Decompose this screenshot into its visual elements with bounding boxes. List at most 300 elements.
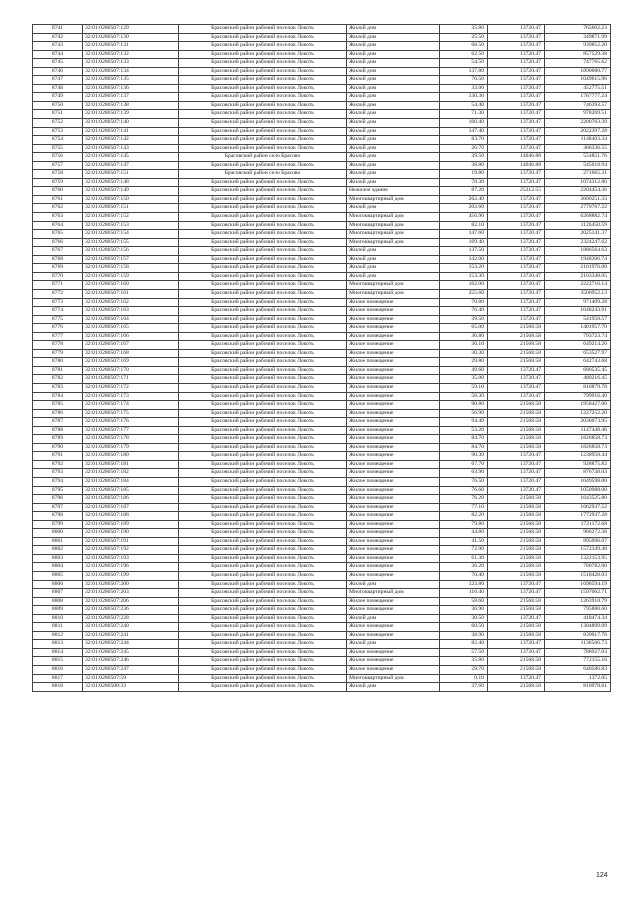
table-row: [33, 477, 611, 486]
row-number-cell: 8771: [33, 281, 83, 290]
object-type-cell: Жилой дом: [347, 93, 440, 102]
area-cell: 30.30: [440, 349, 488, 358]
cadastral-number-cell: 32:01:0280507:189: [83, 520, 179, 529]
cadastral-number-cell: 32:01:0280507:159: [83, 272, 179, 281]
address-cell: Брасовский район рабочий поселок Локоть: [179, 477, 347, 486]
table-row: [33, 101, 611, 110]
unit-rate-cell: 13720.47: [488, 25, 545, 34]
row-number-cell: 8748: [33, 84, 83, 93]
unit-rate-cell: 25312.55: [488, 187, 545, 196]
area-cell: 33.00: [440, 84, 488, 93]
unit-rate-cell: 13720.47: [488, 272, 545, 281]
unit-rate-cell: 13720.47: [488, 204, 545, 213]
row-number-cell: 8769: [33, 264, 83, 273]
object-type-cell: Жилое помещение: [347, 597, 440, 606]
row-number-cell: 8747: [33, 76, 83, 85]
cadastral-value-cell: 1826858.73: [545, 435, 611, 444]
row-number-cell: 8796: [33, 495, 83, 504]
table-row: [33, 537, 611, 546]
address-cell: Брасовский район рабочий поселок Локоть: [179, 589, 347, 598]
unit-rate-cell: 21568.58: [488, 657, 545, 666]
unit-rate-cell: 13720.47: [488, 247, 545, 256]
table-row: [33, 349, 611, 358]
area-cell: 39.50: [440, 315, 488, 324]
cadastral-number-cell: 32:01:0280507:203: [83, 589, 179, 598]
row-number-cell: 8809: [33, 606, 83, 615]
address-cell: Брасовский район рабочий поселок Локоть: [179, 401, 347, 410]
area-cell: 94.40: [440, 418, 488, 427]
address-cell: Брасовский район рабочий поселок Локоть: [179, 435, 347, 444]
object-type-cell: Жилое помещение: [347, 418, 440, 427]
cadastral-value-cell: 2103348.05: [545, 272, 611, 281]
row-number-cell: 8790: [33, 443, 83, 452]
cadastral-value-cell: 480216.45: [545, 375, 611, 384]
cadastral-number-cell: 32:01:0280507:190: [83, 529, 179, 538]
table-row: [33, 153, 611, 162]
area-cell: 67.70: [440, 460, 488, 469]
cadastral-value-cell: 649214.26: [545, 341, 611, 350]
area-cell: 54.50: [440, 59, 488, 68]
address-cell: Брасовский район рабочий поселок Локоть: [179, 136, 347, 145]
area-cell: 63.90: [440, 469, 488, 478]
row-number-cell: 8763: [33, 213, 83, 222]
cadastral-value-cell: 810879.78: [545, 383, 611, 392]
table-row: [33, 42, 611, 51]
object-type-cell: Многоквартирный дом: [347, 281, 440, 290]
object-type-cell: Жилое помещение: [347, 349, 440, 358]
area-cell: 57.50: [440, 648, 488, 657]
table-row: [33, 272, 611, 281]
cadastral-value-cell: 1049598.00: [545, 477, 611, 486]
table-row: [33, 255, 611, 264]
unit-rate-cell: 21568.58: [488, 332, 545, 341]
area-cell: 59.10: [440, 383, 488, 392]
row-number-cell: 8795: [33, 486, 83, 495]
unit-rate-cell: 21568.58: [488, 520, 545, 529]
table-row: [33, 324, 611, 333]
object-type-cell: Многоквартирный дом: [347, 674, 440, 683]
table-row: [33, 435, 611, 444]
object-type-cell: Жилое помещение: [347, 443, 440, 452]
object-type-cell: Жилое помещение: [347, 648, 440, 657]
object-type-cell: Жилой дом: [347, 272, 440, 281]
address-cell: Брасовский район рабочий поселок Локоть: [179, 631, 347, 640]
cadastral-number-cell: 32:01:0280507:192: [83, 546, 179, 555]
object-type-cell: Жилое помещение: [347, 631, 440, 640]
cadastral-number-cell: 32:01:0280507:184: [83, 477, 179, 486]
unit-rate-cell: 13720.47: [488, 366, 545, 375]
cadastral-value-cell: 795880.60: [545, 606, 611, 615]
object-type-cell: Жилое помещение: [347, 324, 440, 333]
unit-rate-cell: 13720.47: [488, 93, 545, 102]
cadastral-value-cell: 857529.38: [545, 50, 611, 59]
unit-rate-cell: 13720.47: [488, 195, 545, 204]
cadastral-value-cell: 780782.60: [545, 563, 611, 572]
object-type-cell: Жилое помещение: [347, 375, 440, 384]
unit-rate-cell: 14046.88: [488, 153, 545, 162]
address-cell: Брасовский район рабочий поселок Локоть: [179, 195, 347, 204]
address-cell: Брасовский район рабочий поселок Локоть: [179, 460, 347, 469]
cadastral-value-cell: 1148403.34: [545, 136, 611, 145]
address-cell: Брасовский район рабочий поселок Локоть: [179, 324, 347, 333]
area-cell: 71.30: [440, 110, 488, 119]
row-number-cell: 8755: [33, 144, 83, 153]
object-type-cell: Жилое помещение: [347, 332, 440, 341]
cadastral-number-cell: 32:01:0280507:176: [83, 418, 179, 427]
object-type-cell: Жилой дом: [347, 84, 440, 93]
row-number-cell: 8767: [33, 247, 83, 256]
row-number-cell: 8768: [33, 255, 83, 264]
address-cell: Брасовский район рабочий поселок Локоть: [179, 529, 347, 538]
cadastral-value-cell: 1130566.73: [545, 640, 611, 649]
object-type-cell: Жилое помещение: [347, 409, 440, 418]
object-type-cell: Жилой дом: [347, 161, 440, 170]
unit-rate-cell: 13720.47: [488, 230, 545, 239]
area-cell: 255.60: [440, 289, 488, 298]
table-row: [33, 67, 611, 76]
object-type-cell: Жилое помещение: [347, 563, 440, 572]
area-cell: 70.40: [440, 572, 488, 581]
unit-rate-cell: 13720.47: [488, 42, 545, 51]
table-row: [33, 315, 611, 324]
unit-rate-cell: 13720.47: [488, 452, 545, 461]
unit-rate-cell: 13720.47: [488, 84, 545, 93]
cadastral-number-cell: 32:01:0280507:129: [83, 25, 179, 34]
table-row: [33, 631, 611, 640]
unit-rate-cell: 21568.58: [488, 495, 545, 504]
table-row: [33, 33, 611, 42]
address-cell: Брасовский район рабочий поселок Локоть: [179, 247, 347, 256]
cadastral-number-cell: 32:01:0280507:245: [83, 648, 179, 657]
cadastral-number-cell: 32:01:0280507:174: [83, 401, 179, 410]
object-type-cell: Жилое помещение: [347, 546, 440, 555]
object-type-cell: Жилой дом: [347, 683, 440, 692]
area-cell: 35.00: [440, 375, 488, 384]
object-type-cell: Жилое помещение: [347, 358, 440, 367]
object-type-cell: Жилое помещение: [347, 606, 440, 615]
cadastral-number-cell: 32:01:0280507:175: [83, 409, 179, 418]
address-cell: Брасовский район рабочий поселок Локоть: [179, 127, 347, 136]
cadastral-value-cell: 1597062.71: [545, 589, 611, 598]
object-type-cell: Жилой дом: [347, 170, 440, 179]
unit-rate-cell: 13720.47: [488, 144, 545, 153]
row-number-cell: 8742: [33, 33, 83, 42]
object-type-cell: Жилой дом: [347, 50, 440, 59]
row-number-cell: 8784: [33, 392, 83, 401]
area-cell: 123.80: [440, 580, 488, 589]
table-row: [33, 213, 611, 222]
table-row: [33, 221, 611, 230]
table-row: [33, 418, 611, 427]
cadastral-value-cell: 2324247.62: [545, 238, 611, 247]
address-cell: Брасовский район село Брасово: [179, 153, 347, 162]
object-type-cell: Многоквартирный дом: [347, 238, 440, 247]
unit-rate-cell: 13720.47: [488, 136, 545, 145]
area-cell: 160.40: [440, 119, 488, 128]
cadastral-number-cell: 32:01:0280507:131: [83, 42, 179, 51]
area-cell: 19.80: [440, 170, 488, 179]
object-type-cell: Жилой дом: [347, 178, 440, 187]
cadastral-value-cell: 839017.76: [545, 631, 611, 640]
address-cell: Брасовский район рабочий поселок Локоть: [179, 93, 347, 102]
cadastral-value-cell: 2222716.14: [545, 281, 611, 290]
unit-rate-cell: 21568.58: [488, 563, 545, 572]
table-row: [33, 59, 611, 68]
table-row: [33, 623, 611, 632]
address-cell: Брасовский район рабочий поселок Локоть: [179, 418, 347, 427]
table-row: [33, 648, 611, 657]
unit-rate-cell: 21568.58: [488, 631, 545, 640]
cadastral-number-cell: 32:01:0280507:132: [83, 50, 179, 59]
cadastral-value-cell: 1572349.48: [545, 546, 611, 555]
row-number-cell: 8783: [33, 383, 83, 392]
row-number-cell: 8813: [33, 640, 83, 649]
area-cell: 30.10: [440, 341, 488, 350]
cadastral-value-cell: 2779767.22: [545, 204, 611, 213]
unit-rate-cell: 21568.58: [488, 683, 545, 692]
area-cell: 38.90: [440, 631, 488, 640]
row-number-cell: 8788: [33, 426, 83, 435]
cadastral-value-cell: 452775.51: [545, 84, 611, 93]
cadastral-number-cell: 32:01:0280507:153: [83, 221, 179, 230]
cadastral-number-cell: 32:01:0280507:181: [83, 460, 179, 469]
row-number-cell: 8797: [33, 503, 83, 512]
cadastral-value-cell: 2204454.36: [545, 187, 611, 196]
object-type-cell: Многоквартирный дом: [347, 589, 440, 598]
table-row: [33, 409, 611, 418]
cadastral-value-cell: 1698594.19: [545, 580, 611, 589]
area-cell: 137.50: [440, 247, 488, 256]
area-cell: 82.20: [440, 512, 488, 521]
unit-rate-cell: 13720.47: [488, 383, 545, 392]
address-cell: Брасовский район рабочий поселок Локоть: [179, 315, 347, 324]
cadastral-value-cell: 1787777.24: [545, 93, 611, 102]
object-type-cell: Жилое помещение: [347, 435, 440, 444]
address-cell: Брасовский район рабочий поселок Локоть: [179, 281, 347, 290]
row-number-cell: 8744: [33, 50, 83, 59]
object-type-cell: Жилое помещение: [347, 486, 440, 495]
address-cell: Брасовский район рабочий поселок Локоть: [179, 597, 347, 606]
cadastral-number-cell: 32:01:0280507:139: [83, 110, 179, 119]
table-row: [33, 93, 611, 102]
unit-rate-cell: 13720.47: [488, 580, 545, 589]
cadastral-number-cell: 32:01:0280507:182: [83, 469, 179, 478]
row-number-cell: 8781: [33, 366, 83, 375]
cadastral-number-cell: 32:01:0280507:196: [83, 563, 179, 572]
address-cell: Брасовский район рабочий поселок Локоть: [179, 580, 347, 589]
cadastral-number-cell: 32:01:0280507:206: [83, 597, 179, 606]
cadastral-value-cell: 271665.31: [545, 170, 611, 179]
cadastral-value-cell: 746393.57: [545, 101, 611, 110]
object-type-cell: Жилой дом: [347, 144, 440, 153]
row-number-cell: 8782: [33, 375, 83, 384]
row-number-cell: 8765: [33, 230, 83, 239]
cadastral-value-cell: 1958427.06: [545, 401, 611, 410]
unit-rate-cell: 13720.47: [488, 281, 545, 290]
unit-rate-cell: 13720.47: [488, 178, 545, 187]
area-cell: 87.20: [440, 187, 488, 196]
row-number-cell: 8760: [33, 187, 83, 196]
cadastral-number-cell: 32:01:0280507:247: [83, 666, 179, 675]
cadastral-value-cell: 1890680.77: [545, 67, 611, 76]
address-cell: Брасовский район рабочий поселок Локоть: [179, 341, 347, 350]
cadastral-value-cell: 1126450.59: [545, 221, 611, 230]
cadastral-value-cell: 1826858.73: [545, 443, 611, 452]
table-row: [33, 580, 611, 589]
row-number-cell: 8812: [33, 631, 83, 640]
object-type-cell: Жилой дом: [347, 136, 440, 145]
object-type-cell: Многоквартирный дом: [347, 195, 440, 204]
object-type-cell: Многоквартирный дом: [347, 289, 440, 298]
row-number-cell: 8787: [33, 418, 83, 427]
table-row: [33, 289, 611, 298]
cadastral-value-cell: 545018.94: [545, 161, 611, 170]
area-cell: 82.40: [440, 640, 488, 649]
address-cell: Брасовский район рабочий поселок Локоть: [179, 469, 347, 478]
cadastral-value-cell: 3600251.33: [545, 195, 611, 204]
table-row: [33, 563, 611, 572]
row-number-cell: 8780: [33, 358, 83, 367]
table-row: [33, 238, 611, 247]
object-type-cell: Жилое помещение: [347, 520, 440, 529]
table-row: [33, 281, 611, 290]
table-row: [33, 25, 611, 34]
object-type-cell: Жилой дом: [347, 127, 440, 136]
cadastral-value-cell: 640586.83: [545, 666, 611, 675]
object-type-cell: Жилое помещение: [347, 460, 440, 469]
area-cell: 169.40: [440, 238, 488, 247]
cadastral-value-cell: 810978.61: [545, 683, 611, 692]
unit-rate-cell: 13720.47: [488, 469, 545, 478]
row-number-cell: 8758: [33, 170, 83, 179]
area-cell: 202.60: [440, 204, 488, 213]
table-row: [33, 572, 611, 581]
address-cell: Брасовский район рабочий поселок Локоть: [179, 221, 347, 230]
row-number-cell: 8792: [33, 460, 83, 469]
table-row: [33, 204, 611, 213]
cadastral-number-cell: 32:01:0280507:186: [83, 495, 179, 504]
row-number-cell: 8800: [33, 529, 83, 538]
unit-rate-cell: 13720.47: [488, 170, 545, 179]
cadastral-number-cell: 32:01:0280507:165: [83, 324, 179, 333]
table-row: [33, 426, 611, 435]
object-type-cell: Нежилое здание: [347, 187, 440, 196]
cadastral-number-cell: 32:01:0280507:150: [83, 195, 179, 204]
address-cell: Брасовский район рабочий поселок Локоть: [179, 452, 347, 461]
object-type-cell: Жилое помещение: [347, 426, 440, 435]
table-row: [33, 247, 611, 256]
row-number-cell: 8778: [33, 341, 83, 350]
address-cell: Брасовский район рабочий поселок Локоть: [179, 144, 347, 153]
address-cell: Брасовский район рабочий поселок Локоть: [179, 503, 347, 512]
cadastral-value-cell: 1772937.28: [545, 512, 611, 521]
table-row: [33, 366, 611, 375]
row-number-cell: 8766: [33, 238, 83, 247]
address-cell: Брасовский район рабочий поселок Локоть: [179, 213, 347, 222]
row-number-cell: 8752: [33, 119, 83, 128]
row-number-cell: 8741: [33, 25, 83, 34]
cadastral-value-cell: 1227252.20: [545, 409, 611, 418]
cadastral-value-cell: 1721172.68: [545, 520, 611, 529]
cadastral-value-cell: 971409.28: [545, 298, 611, 307]
address-cell: Брасовский район рабочий поселок Локоть: [179, 683, 347, 692]
area-cell: 0.10: [440, 674, 488, 683]
object-type-cell: Жилой дом: [347, 76, 440, 85]
address-cell: Брасовский район рабочий поселок Локоть: [179, 674, 347, 683]
table-row: [33, 614, 611, 623]
area-cell: 72.90: [440, 546, 488, 555]
unit-rate-cell: 21568.58: [488, 554, 545, 563]
cadastral-number-cell: 32:01:0280507:134: [83, 67, 179, 76]
address-cell: Брасовский район рабочий поселок Локоть: [179, 392, 347, 401]
object-type-cell: Жилой дом: [347, 119, 440, 128]
address-cell: Брасовский район рабочий поселок Локоть: [179, 366, 347, 375]
unit-rate-cell: 13720.47: [488, 127, 545, 136]
cadastral-number-cell: 32:01:0280507:180: [83, 452, 179, 461]
unit-rate-cell: 13720.47: [488, 255, 545, 264]
cadastral-number-cell: 32:01:0280507:200: [83, 580, 179, 589]
address-cell: Брасовский район рабочий поселок Локоть: [179, 375, 347, 384]
row-number-cell: 8803: [33, 554, 83, 563]
area-cell: 36.90: [440, 606, 488, 615]
unit-rate-cell: 13720.47: [488, 477, 545, 486]
cadastral-number-cell: 32:01:0280507:162: [83, 298, 179, 307]
unit-rate-cell: 21568.58: [488, 443, 545, 452]
area-cell: 83.70: [440, 136, 488, 145]
area-cell: 147.40: [440, 127, 488, 136]
object-type-cell: Жилой дом: [347, 255, 440, 264]
address-cell: Брасовский район рабочий поселок Локоть: [179, 383, 347, 392]
cadastral-number-cell: 32:01:0280507:161: [83, 289, 179, 298]
area-cell: 90.30: [440, 452, 488, 461]
row-number-cell: 8762: [33, 204, 83, 213]
object-type-cell: Жилой дом: [347, 640, 440, 649]
unit-rate-cell: 13720.47: [488, 614, 545, 623]
row-number-cell: 8749: [33, 93, 83, 102]
table-row: [33, 495, 611, 504]
cadastral-value-cell: 2025141.37: [545, 230, 611, 239]
unit-rate-cell: 21568.58: [488, 606, 545, 615]
area-cell: 153.20: [440, 264, 488, 273]
area-cell: 60.50: [440, 623, 488, 632]
address-cell: Брасовский район рабочий поселок Локоть: [179, 640, 347, 649]
unit-rate-cell: 13720.47: [488, 33, 545, 42]
cadastral-number-cell: 32:01:0280507:164: [83, 315, 179, 324]
area-cell: 137.80: [440, 67, 488, 76]
table-row: [33, 187, 611, 196]
row-number-cell: 8776: [33, 324, 83, 333]
address-cell: Брасовский район рабочий поселок Локоть: [179, 255, 347, 264]
table-row: [33, 136, 611, 145]
cadastral-value-cell: 554851.76: [545, 153, 611, 162]
table-row: [33, 170, 611, 179]
address-cell: Брасовский район рабочий поселок Локоть: [179, 272, 347, 281]
unit-rate-cell: 21568.58: [488, 666, 545, 675]
address-cell: Брасовский район рабочий поселок Локоть: [179, 101, 347, 110]
object-type-cell: Жилое помещение: [347, 666, 440, 675]
table-row: [33, 554, 611, 563]
cadastral-number-cell: 32:01:0280507:145: [83, 153, 179, 162]
object-type-cell: Жилое помещение: [347, 452, 440, 461]
cadastral-number-cell: 32:01:0280507:157: [83, 255, 179, 264]
cadastral-value-cell: 978269.51: [545, 110, 611, 119]
row-number-cell: 8750: [33, 101, 83, 110]
object-type-cell: Жилой дом: [347, 67, 440, 76]
cadastral-number-cell: 32:01:0280507:244: [83, 640, 179, 649]
object-type-cell: Жилое помещение: [347, 392, 440, 401]
object-type-cell: Жилое помещение: [347, 469, 440, 478]
table-row: [33, 657, 611, 666]
